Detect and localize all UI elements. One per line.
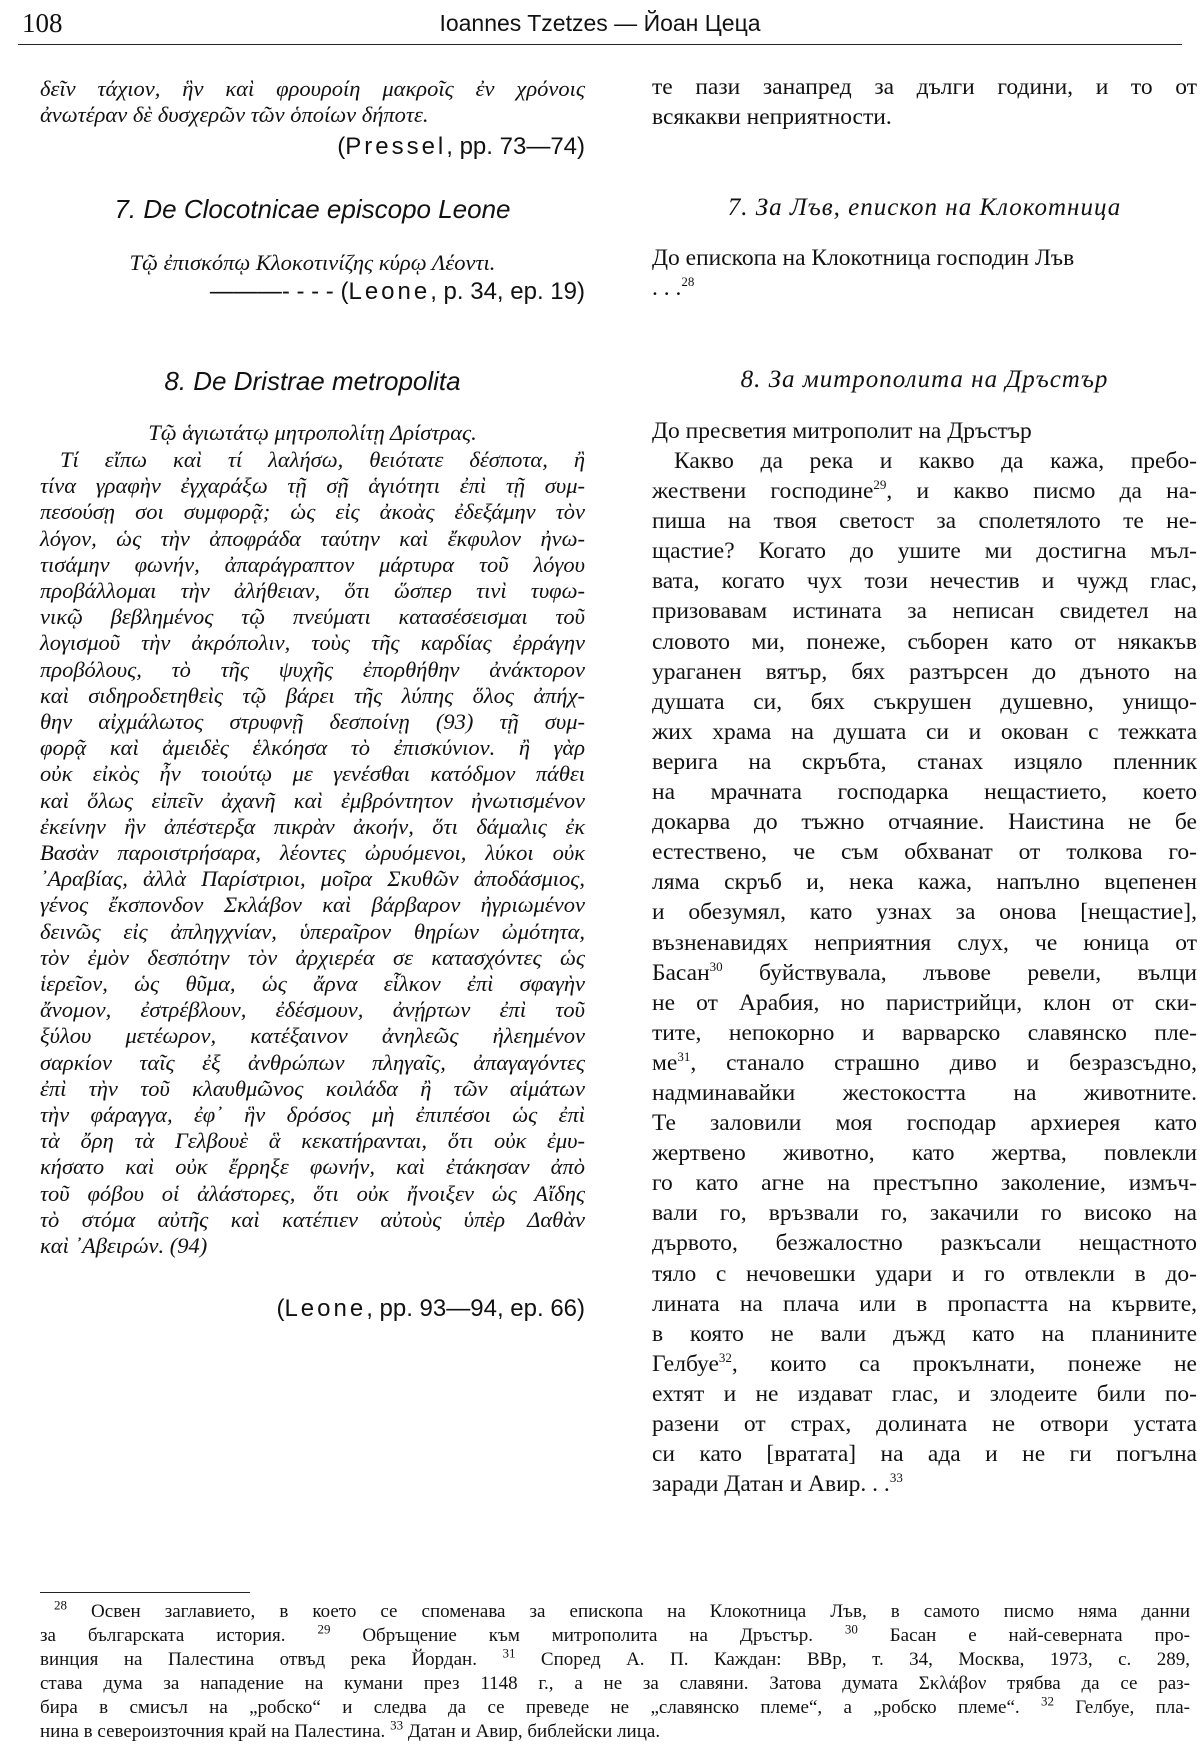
line-text: докарва до тъжно отчаяние. Наистина не бе [652, 809, 1197, 836]
footnote-text: Освен заглавието, в което се споменава за епископа на Клокотница Лъв, в самото писмо няма данни [67, 1601, 1190, 1622]
section-8-greek-address: Τῷ ἁγιωτάτῳ μητροπολίτῃ Δρίστρας. [148, 420, 477, 445]
section-7-bulgarian-text [652, 243, 1197, 303]
bulgarian-line [652, 536, 1197, 566]
footnote-ref: 32 [718, 1349, 732, 1365]
line-text: в която не вали дъжд като на планините [652, 1320, 1197, 1347]
line-text: верига на скръбта, станах изцяло пленник [652, 748, 1197, 775]
line-text: дървото, безжалостно разкъсали нещастното [652, 1230, 1197, 1257]
running-title: Ioannes Tzetzes — Йоан Цеца [439, 10, 761, 36]
bulgarian-line [652, 1259, 1197, 1289]
bulgarian-line [652, 867, 1197, 897]
bulgarian-line [652, 1349, 1197, 1379]
greek-line: ἐπὶ τὴν τοῦ κλαυθμῶνος κοιλάδα ἢ τῶν αἱμάτων [40, 1075, 585, 1101]
greek-line: φορᾷ καὶ ἀμειδὲς ἑλκόησα τὸ ἐπισκύνιον. ἢ γὰρ [40, 735, 585, 761]
ellipsis: . . . [652, 275, 682, 301]
bulgarian-line [652, 1168, 1197, 1198]
line-text: разени от страх, долината не отвори устата [652, 1411, 1197, 1437]
cite-dashes: ———- - - - [209, 278, 334, 305]
footnote-ref: 30 [709, 958, 723, 974]
greek-line: τισάμην φωνήν, ἀπαράγραπτον μάρτυρα τοῦ λόγου [40, 551, 585, 577]
line-text: ме [652, 1049, 678, 1076]
bulgarian-line [652, 1439, 1197, 1469]
greek-line: δεινῶς εἰς ἀπληγχνίαν, ὑπεραῖρον θηρίων ὠμότητα, [40, 918, 585, 944]
citation-leone-66: (Leone, pp. 93—94, ep. 66) [276, 1295, 585, 1322]
line-text: тите, непокорно и варварско славянско пле- [652, 1019, 1197, 1046]
bulgarian-line [652, 897, 1197, 927]
bulgarian-line [652, 1319, 1197, 1349]
footnote-number: 31 [502, 1645, 516, 1661]
line-text: , които са прокълнати, понеже не [731, 1350, 1197, 1377]
section-8-bulgarian-text [652, 446, 1197, 1499]
cite-author: Pressel [345, 133, 447, 160]
section-7-heading-bulgarian: 7. За Лъв, епископ на Клокотница [727, 194, 1122, 221]
section-7-greek-address: Τῷ ἐπισκόπῳ Κλοκοτινίζης κύρῳ Λέοντι. [129, 250, 496, 275]
greek-line: νικῷ βεβλημένος τῷ πνεύματι κατασέσεισμαι τοῦ [40, 604, 585, 630]
bulgarian-line: те пази занапред за дълги години, и то от [652, 74, 1197, 100]
line-text: жествени господине [652, 478, 874, 505]
greek-line: λογισμοῦ τὴν ἀκρόπολιν, τοὺς τῆς καρδίας ἐρράγην [40, 630, 585, 656]
greek-line: καὶ ὅλως εἰπεῖν ἀχανῆ καὶ ἐμβρόντητον ἠνωτισμένον [40, 787, 585, 813]
section-8-bulgarian-address: До пресветия митрополит на Дръстър [652, 418, 1032, 444]
footnote-line [40, 1621, 1190, 1648]
line-text: не от Арабия, но паристрийци, клон от ски- [652, 989, 1197, 1016]
greek-line: πεσούσῃ σοι συμφορᾷ; ὡς εἰς ἀκοὰς ἐδεξάμην τὸν [40, 499, 585, 525]
bulgarian-line [652, 1078, 1197, 1108]
line-text: буйствувала, лъвове ревели, вълци [722, 959, 1197, 986]
footnote-number: 30 [844, 1621, 858, 1637]
line-text: , станало страшно диво и безразсъдно, [690, 1049, 1197, 1076]
footnote-rule [40, 1592, 250, 1593]
line-text: го като агне на престъпно заколение, измъч- [652, 1170, 1197, 1197]
line-text: пиша на твоя светост за сполетялото те не- [652, 508, 1197, 535]
greek-line: προβάλλομαι τὴν ἀλήθειαν, ὅτι ὥσπερ τινὶ τυφω- [40, 578, 585, 604]
bulgarian-line [652, 1289, 1197, 1319]
bulgarian-line: всякакви неприятности. [652, 104, 892, 130]
line-text: възненавидях неприятния слух, че юница от [652, 929, 1197, 956]
line-text: естествено, че съм обхванат от толкова го- [652, 839, 1197, 866]
greek-line: καὶ ᾿Αβειρών. (94) [40, 1233, 208, 1259]
line-text: щастие? Когато до ушите ми достигна мъл- [652, 538, 1197, 565]
citation-pressel: (Pressel, pp. 73—74) [337, 133, 585, 160]
line-text: , и какво писмо да на- [886, 478, 1197, 505]
footnote-number: 28 [54, 1597, 67, 1613]
line-text: Какво да река и какво да кажа, пребо- [674, 448, 1197, 474]
bulgarian-line [652, 837, 1197, 867]
line-text: лината на плача или в пропастта на кървите, [652, 1290, 1197, 1317]
bulgarian-line [652, 1048, 1197, 1078]
footnote-number: 33 [390, 1717, 404, 1733]
greek-line: ἱερεῖον, ὡς θῦμα, ὡς ἄρνα εἷλκον ἐπὶ σφαγὴν [40, 971, 585, 997]
footnotes [40, 1597, 1191, 1744]
greek-line: σαρκίον ταῖς ἐξ ἀνθρώπων πληγαῖς, ἀπαγαγόντες [40, 1049, 585, 1075]
bulgarian-line [652, 687, 1197, 717]
bulgarian-line [652, 1469, 1197, 1499]
line-text: на мрачната господарка нещастието, което [652, 779, 1197, 806]
section-8-greek-text [40, 447, 585, 1259]
bulgarian-line [652, 747, 1197, 777]
bulgarian-line [652, 1198, 1197, 1228]
section-8-heading-bulgarian: 8. За митрополита на Дръстър [740, 366, 1109, 393]
line-text: вали го, връзвали го, закачили го високо на [652, 1200, 1197, 1227]
footnote-ref: 31 [677, 1049, 691, 1065]
footnote-text: винция на Палестина отвъд река Йордан. [40, 1649, 503, 1670]
footnote-text: Гелбуе, пла- [1054, 1697, 1190, 1718]
greek-line: τὰ ὄρη τὰ Γελβουὲ ἃ κεκατήρανται, ὅτι οὐκ ἐμυ- [40, 1128, 585, 1154]
greek-line: κήσατο καὶ οὐκ ἔρρηξε φωνήν, καὶ ἐτάκησαν ἀπὸ [40, 1154, 585, 1180]
bulgarian-line [652, 657, 1197, 687]
footnote-text: за българската история. [40, 1625, 318, 1646]
footnote-ref: 33 [889, 1470, 903, 1486]
bulgarian-line [652, 1018, 1197, 1048]
section-7-heading-latin: 7. De Clocotnicae episcopo Leone [114, 194, 511, 224]
line-text: ураганен вятър, бях разтърсен до дъното на [652, 658, 1197, 685]
greek-intro [40, 76, 585, 128]
footnote-text: Обръщение към митрополита на Дръстър. [330, 1625, 845, 1646]
bulgarian-line [652, 627, 1197, 657]
line-text: заради Датан и Авир. . . [652, 1471, 890, 1498]
bulgarian-line [652, 1138, 1197, 1168]
bulgarian-line [652, 446, 1197, 476]
bulgarian-line [652, 1379, 1197, 1409]
cite-pages: , p. 34, ep. 19) [430, 278, 585, 305]
footnote-number: 29 [317, 1621, 331, 1637]
greek-line: θην αἰχμάλωτος στρυφνῇ δεσποίνῃ (93) τῇ συμ- [40, 709, 585, 735]
greek-line: γένος ἔκσπονδον Σκλάβον καὶ βάρβαρον ἠγριωμένον [40, 892, 585, 918]
line-text: Те заловили моя господар архиерея като [652, 1110, 1197, 1137]
greek-line: Βασὰν παροιστρήσαρα, λέοντες ὠρυόμενοι, λύκοι οὐκ [40, 840, 585, 866]
running-head [18, 4, 1182, 45]
footnote-text: бира в смисъл на „робско“ и следва да се преведе не „славянско племе“, а „робско племе“. [40, 1697, 1042, 1718]
bulgarian-line: До епископа на Клокотница господин Лъв [652, 245, 1075, 271]
bulgarian-line [652, 1409, 1197, 1439]
line-text: тяло с нечовешки удари и го отвлекли в до- [652, 1260, 1197, 1287]
cite-pages: , pp. 93—94, ep. 66) [366, 1295, 585, 1322]
bulgarian-line [652, 928, 1197, 958]
footnote-text: Датан и Авир, библейски лица. [403, 1721, 661, 1742]
greek-line: οὐκ εἰκὸς ἦν τοιούτῳ με γενέσθαι κατόδμον πάθει [40, 761, 585, 787]
bulgarian-line [652, 807, 1197, 837]
footnote-line [40, 1597, 1190, 1624]
footnote-text: нина в североизточния край на Палестина. [40, 1721, 391, 1742]
greek-line: ἄνομον, ἐστρέβλουν, ἐδέσμουν, ἀνῄρτων ἐπὶ τοῦ [40, 997, 585, 1023]
footnote-number: 32 [1041, 1693, 1055, 1709]
line-text: жих храма на душата си и окован с тежката [652, 718, 1197, 745]
line-text: Басан [652, 959, 710, 986]
line-text: и обезумял, като узнах за онова [нещастие], [652, 899, 1197, 926]
greek-line: τὸν ἐμὸν δεσπότην τὸν ἀρχιερέα σε κατασχόντες ὡς [40, 944, 585, 970]
footnote-line [40, 1645, 1191, 1672]
greek-line: ᾿Αραβίας, ἀλλὰ Παρίστριοι, μοῖρα Σκυθῶν ἀποδάσμιος, [40, 866, 585, 892]
greek-line: ἀνωτέραν δὲ δυσχερῶν τῶν ὁποίων δήποτε. [40, 102, 429, 128]
bulgarian-line [652, 476, 1197, 506]
bulgarian-line [652, 1228, 1197, 1258]
bulgarian-line [652, 1108, 1197, 1138]
bulgarian-intro [652, 72, 1197, 132]
line-text: душата си, бях съкрушен душевно, унищо- [652, 688, 1197, 715]
greek-line: ξύλου μετέωρον, κατέξαινον ἀνηλεῶς ἠλεημένον [40, 1023, 585, 1049]
line-text: жертвено животно, като жертва, повлекли [652, 1140, 1197, 1167]
greek-line: προβόλους, τὸ τῆς ψυχῆς ἐπορθήθην ἀνάκτορον [40, 656, 585, 682]
greek-line: καὶ σιδηροδετηθεὶς τῷ βάρει τῆς λύπης ὅλος ἀπήχ- [40, 682, 585, 708]
bulgarian-line [652, 273, 1197, 303]
bulgarian-line [652, 777, 1197, 807]
line-text: словото ми, понеже, съборен като от някакъв [652, 628, 1197, 655]
line-text: надминавайки жестокостта на животните. [652, 1079, 1197, 1106]
line-text: си като [вратата] на ада и не ги погълна [652, 1441, 1197, 1468]
bulgarian-line [652, 988, 1197, 1018]
cite-pages: , pp. 73—74) [446, 133, 585, 160]
section-8-heading-latin: 8. De Dristrae metropolita [164, 366, 461, 396]
bulgarian-line [652, 596, 1197, 626]
footnote-ref: 29 [873, 477, 887, 493]
line-text: ехтят и не издават глас, и злодеите били по- [652, 1380, 1197, 1407]
greek-line: Τί εἴπω καὶ τί λαλήσω, θειότατε δέσποτα, ἢ [60, 447, 585, 472]
greek-line: ἐκείνην ἣν ἀπέστερξα πικρὰν ἀκοήν, ὅτι δάμαλις ἐκ [40, 813, 585, 839]
footnote-line [40, 1672, 1190, 1696]
greek-line: λόγον, ὡς τὴν ἀποφράδα ταύτην καὶ ἔκφυλον ἠνω- [40, 525, 585, 551]
footnote-line [40, 1693, 1190, 1720]
bulgarian-line [652, 717, 1197, 747]
greek-line: τίνα γραφὴν ἐγχαράξω τῇ σῇ ἁγιότητι ἐπὶ τῇ συμ- [40, 473, 585, 499]
citation-leone-19: ———- - - - (Leone, p. 34, ep. 19) [209, 278, 585, 305]
greek-line: δεῖν τάχιον, ἣν καὶ φρουροίη μακροῖς ἐν χρόνοις [40, 76, 585, 101]
line-text: ляма скръб и, нека кажа, напълно вцепенен [652, 869, 1197, 896]
bulgarian-line [652, 506, 1197, 536]
line-text: Гелбуе [652, 1350, 719, 1377]
footnote-line [40, 1717, 1190, 1744]
cite-author: Leone [284, 1295, 367, 1322]
line-text: вата, когато чух този нечестив и чужд глас, [652, 568, 1197, 595]
greek-line: τὴν φάραγγα, ἐφ᾿ ἣν δρόσος μὴ ἐπιπέσοι ὡς ἐπὶ [40, 1102, 585, 1128]
greek-line: τοῦ φόβου οἱ ἀλάστορες, ὅτι οὐκ ἤνοιξεν ὡς Αἴδης [40, 1180, 585, 1206]
cite-author: Leone [348, 278, 431, 305]
footnote-text: Според А. П. Каждан: ВВр, т. 34, Москва, 1973, с. 289, [515, 1649, 1191, 1670]
line-text: призовавам истината за неписан свидетел на [652, 598, 1197, 625]
footnote-ref: 28 [681, 274, 695, 290]
footnote-text: става дума за нападение на кумани през 1148 г., а не за славяни. Затова думата Σκλάβον трябва да се раз- [40, 1673, 1190, 1694]
footnote-text: Басан е най-северната про- [857, 1625, 1190, 1646]
bulgarian-line [652, 566, 1197, 596]
greek-line: τὸ στόμα αὐτῆς καὶ κατέπιεν αὐτοὺς ὑπὲρ Δαθὰν [40, 1206, 585, 1232]
bulgarian-line [652, 958, 1197, 988]
page-number: 108 [22, 8, 63, 38]
